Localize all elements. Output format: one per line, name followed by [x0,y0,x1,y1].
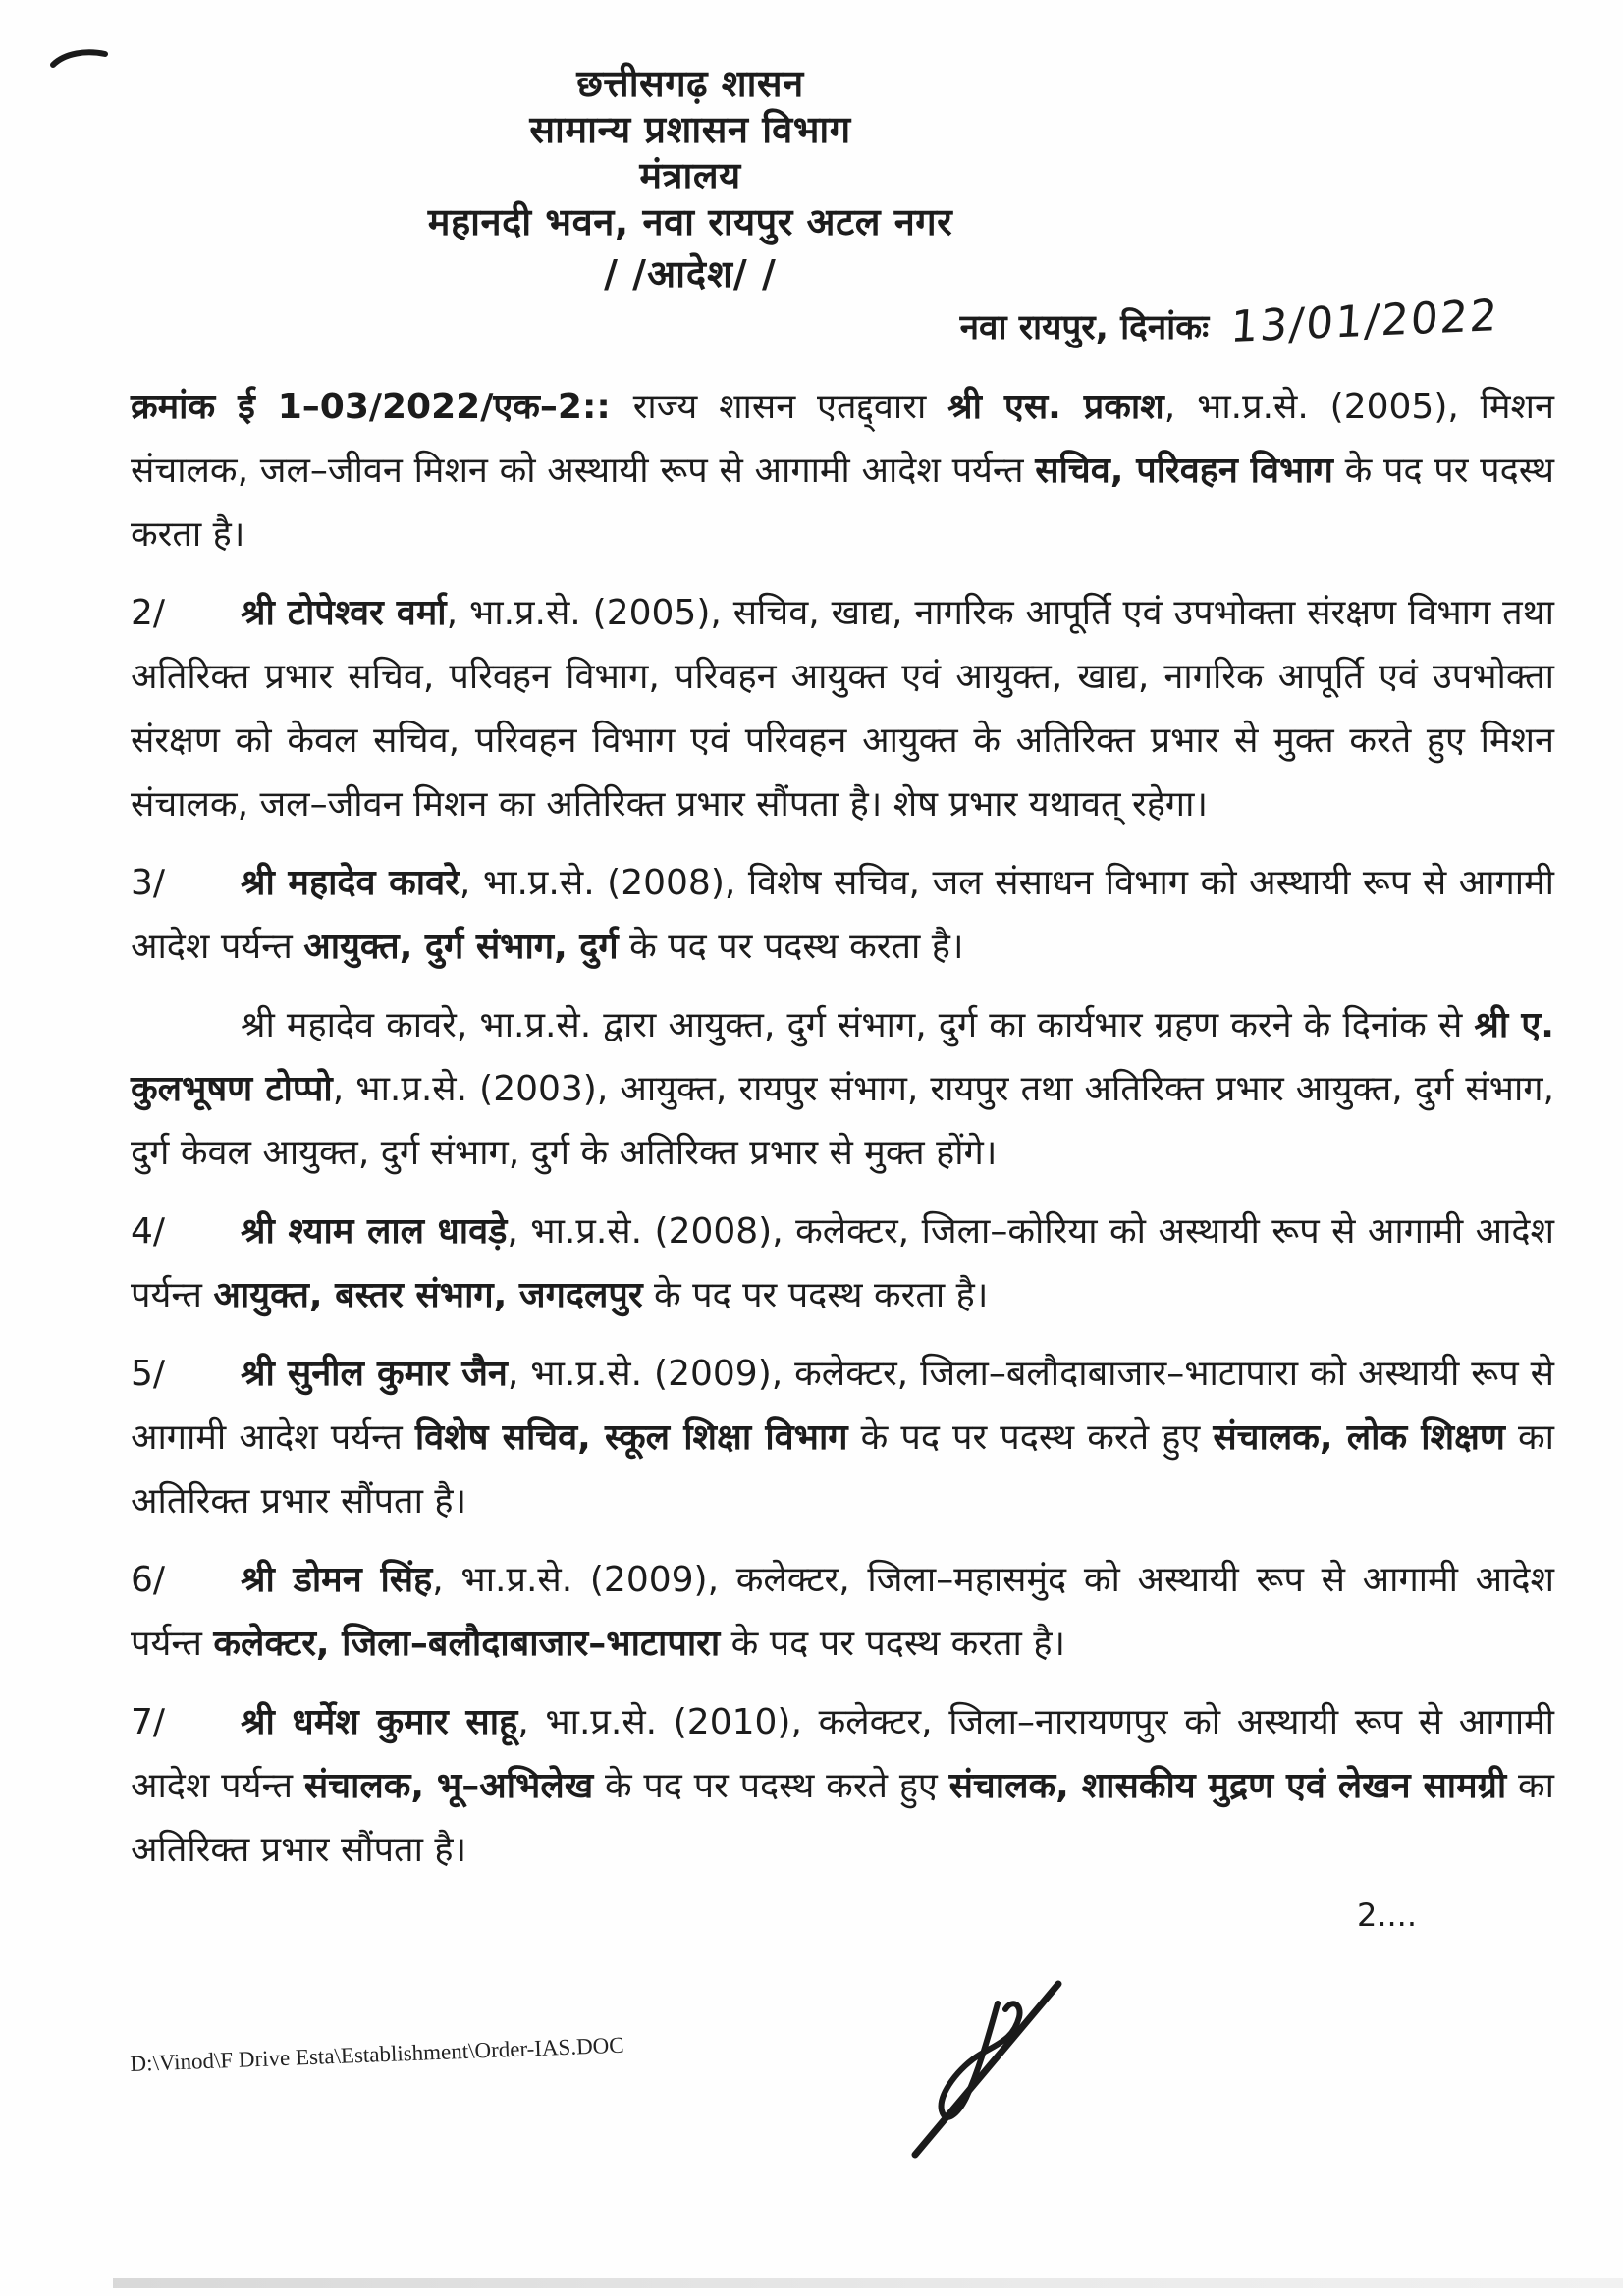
text-segment: श्री श्याम लाल धावड़े [241,1211,508,1252]
text-segment: श्री महादेव कावरे, भा.प्र.से. द्वारा आयुक्त, दुर्ग संभाग, दुर्ग का कार्यभार ग्रहण करने के दिनांक से [241,1005,1475,1045]
paragraph-number: 6/ [131,1560,166,1600]
order-paragraph [131,581,1554,836]
text-segment: विशेष सचिव, स्कूल शिक्षा विभाग [414,1417,848,1458]
order-paragraph [131,1548,1554,1676]
government-name: छत्तीसगढ़ शासन [576,62,804,105]
paragraph-number: 7/ [131,1702,166,1742]
handwritten-date: 13/01/2022 [1229,290,1501,353]
paragraph-number: 5/ [131,1354,166,1394]
text-segment: , भा.प्र.से. (2009), कलेक्टर, जिला–महासमुंद को अस्थायी रूप से आगामी आदेश पर्यन्त [131,1560,1555,1664]
text-segment: के पद पर पदस्थ करते हुए [593,1766,949,1806]
order-paragraph [131,1342,1554,1533]
text-segment: , भा.प्र.से. (2003), आयुक्त, रायपुर संभाग, रायपुर तथा अतिरिक्त प्रभार आयुक्त, दुर्ग संभाग, दुर्ग केवल आयुक्त, दुर्ग संभाग, दुर्ग के अतिरिक्त प्रभार से मुक्त होंगे। [131,1069,1554,1173]
place-date-label: नवा रायपुर, दिनांकः [959,308,1210,347]
text-segment: , भा.प्र.से. (2010), कलेक्टर, जिला–नारायणपुर को अस्थायी रूप से आगामी आदेश पर्यन्त [131,1702,1555,1806]
text-segment: क्रमांक ई 1–03/2022/एक–2:: [131,387,633,427]
text-segment: राज्य शासन एतद्द्वारा [632,387,948,427]
text-segment: श्री डोमन सिंह [241,1560,433,1600]
text-segment: सचिव, परिवहन विभाग [1035,451,1333,491]
ministry-name: मंत्रालय [639,154,741,197]
order-paragraph [131,851,1554,979]
order-paragraph [131,1690,1554,1882]
signature-icon [901,1949,1073,2169]
text-segment: श्री महादेव कावरे [241,863,460,903]
file-path: D:\Vinod\F Drive Esta\Establishment\Order-IAS.DOC [130,2032,625,2077]
paragraph-number: 3/ [131,863,166,903]
text-segment: संचालक, शासकीय मुद्रण एवं लेखन सामग्री [948,1766,1507,1806]
text-segment: , भा.प्र.से. (2005), मिशन संचालक, जल–जीवन मिशन को अस्थायी रूप से आगामी आदेश पर्यन्त [131,387,1554,491]
paragraph-number: 4/ [131,1211,166,1252]
text-segment: आयुक्त, दुर्ग संभाग, दुर्ग [303,927,619,967]
dateline [131,290,1554,353]
text-segment: संचालक, लोक शिक्षण [1213,1417,1505,1458]
department-name: सामान्य प्रशासन विभाग [529,108,851,151]
order-paragraph [131,993,1554,1185]
text-segment: का अतिरिक्त प्रभार सौंपता है। [131,1766,1554,1870]
text-segment: के पद पर पदस्थ करते हुए [847,1417,1214,1458]
text-segment: श्री एस. प्रकाश [947,387,1164,427]
text-segment: श्री सुनील कुमार जैन [241,1354,508,1394]
text-segment: का अतिरिक्त प्रभार सौंपता है। [131,1417,1555,1522]
text-segment: श्री ए. कुलभूषण टोप्पो [131,1005,1554,1109]
order-paragraphs [131,375,1554,1882]
text-segment: आयुक्त, बस्तर संभाग, जगदलपुर [213,1275,643,1315]
text-segment: , भा.प्र.से. (2009), कलेक्टर, जिला–बलौदाबाजार–भाटापारा को अस्थायी रूप से आगामी आदेश पर्यन्त [131,1354,1554,1458]
order-paragraph [131,375,1554,566]
text-segment: के पद पर पदस्थ करता है। [618,927,964,967]
text-segment: कलेक्टर, जिला–बलौदाबाजार–भाटापारा [213,1624,721,1664]
scan-edge-artifact [113,2278,1623,2288]
document-header [131,61,1250,297]
text-segment: श्री धर्मेश कुमार साहू [241,1702,518,1742]
text-segment: के पद पर पदस्थ करता है। [642,1275,989,1315]
text-segment: के पद पर पदस्थ करता है। [720,1624,1066,1664]
paragraph-number: 2/ [131,593,166,633]
order-title: / /आदेश/ / [604,252,777,295]
page-continuation: 2.... [1356,1896,1417,1934]
text-segment: , भा.प्र.से. (2005), सचिव, खाद्य, नागरिक आपूर्ति एवं उपभोक्ता संरक्षण विभाग तथा अतिरिक्त प्रभार सचिव, परिवहन विभाग, परिवहन आयुक्त एवं आयुक्त, खाद्य, नागरिक आपूर्ति एवं उपभोक्ता संरक्षण को केवल सचिव, परिवहन विभाग एवं परिवहन आयुक्त के अतिरिक्त प्रभार से मुक्त करते हुए मिशन संचालक, जल–जीवन मिशन का अतिरिक्त प्रभार सौंपता है। शेष प्रभार यथावत् रहेगा। [131,593,1555,825]
text-segment: संचालक, भू–अभिलेख [303,1766,594,1806]
text-segment: , भा.प्र.से. (2008), विशेष सचिव, जल संसाधन विभाग को अस्थायी रूप से आगामी आदेश पर्यन्त [131,863,1554,967]
address-line: महानदी भवन, नवा रायपुर अटल नगर [427,200,953,243]
text-segment: , भा.प्र.से. (2008), कलेक्टर, जिला–कोरिया को अस्थायी रूप से आगामी आदेश पर्यन्त [131,1211,1554,1315]
text-segment: के पद पर पदस्थ करता है। [131,451,1554,555]
text-segment: श्री टोपेश्वर वर्मा [241,593,447,633]
order-paragraph [131,1200,1554,1327]
